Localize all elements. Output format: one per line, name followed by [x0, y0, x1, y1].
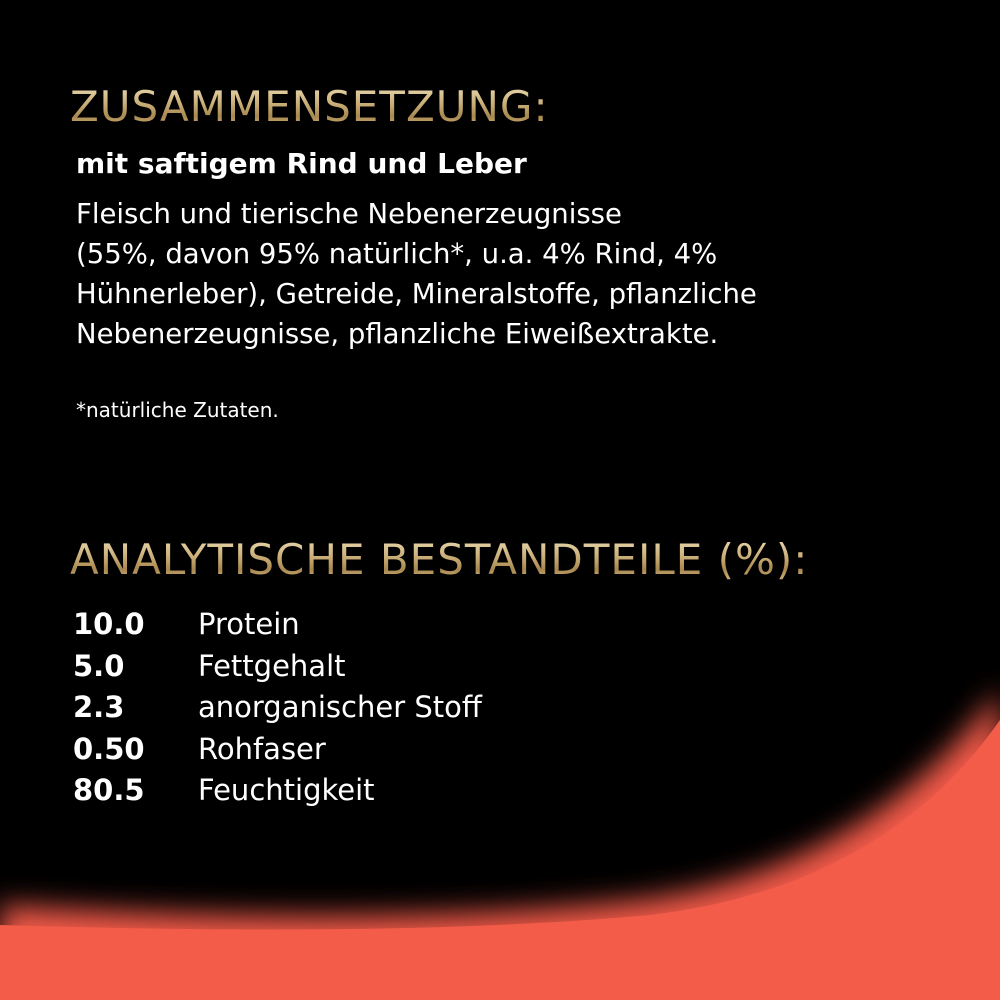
analytics-value: 2.3	[73, 690, 125, 724]
composition-subtitle: mit saftigem Rind und Leber	[76, 147, 527, 180]
analytics-value: 5.0	[73, 648, 125, 683]
analytics-value: 0.50	[73, 731, 145, 766]
analytics-list	[73, 607, 482, 815]
ingredients-line: Nebenerzeugnisse, pflanzliche Eiweißextrakte.	[76, 318, 719, 350]
footnote: *natürliche Zutaten.	[76, 398, 279, 422]
analytics-label: Fettgehalt	[198, 648, 346, 683]
analytics-row	[73, 607, 482, 649]
ingredients-line: (55%, davon 95% natürlich*, u.a. 4% Rind, 4%	[76, 238, 718, 270]
analytics-value: 10.0	[73, 607, 145, 641]
ingredients-line: Hühnerleber), Getreide, Mineralstoffe, pflanzliche	[76, 278, 757, 310]
analytics-label: Protein	[198, 607, 300, 641]
analytics-label: Rohfaser	[198, 731, 326, 766]
analytics-row	[73, 690, 482, 732]
composition-heading: ZUSAMMENSETZUNG:	[70, 82, 549, 131]
analytics-heading: ANALYTISCHE BESTANDTEILE (%):	[70, 535, 809, 584]
analytics-row	[73, 649, 482, 691]
analytics-label: Feuchtigkeit	[198, 773, 375, 807]
analytics-label: anorganischer Stoff	[198, 690, 482, 724]
ingredients-text	[76, 194, 956, 354]
analytics-row	[73, 773, 482, 815]
ingredients-line: Fleisch und tierische Nebenerzeugnisse	[76, 198, 622, 230]
analytics-row	[73, 732, 482, 774]
analytics-value: 80.5	[73, 773, 145, 807]
